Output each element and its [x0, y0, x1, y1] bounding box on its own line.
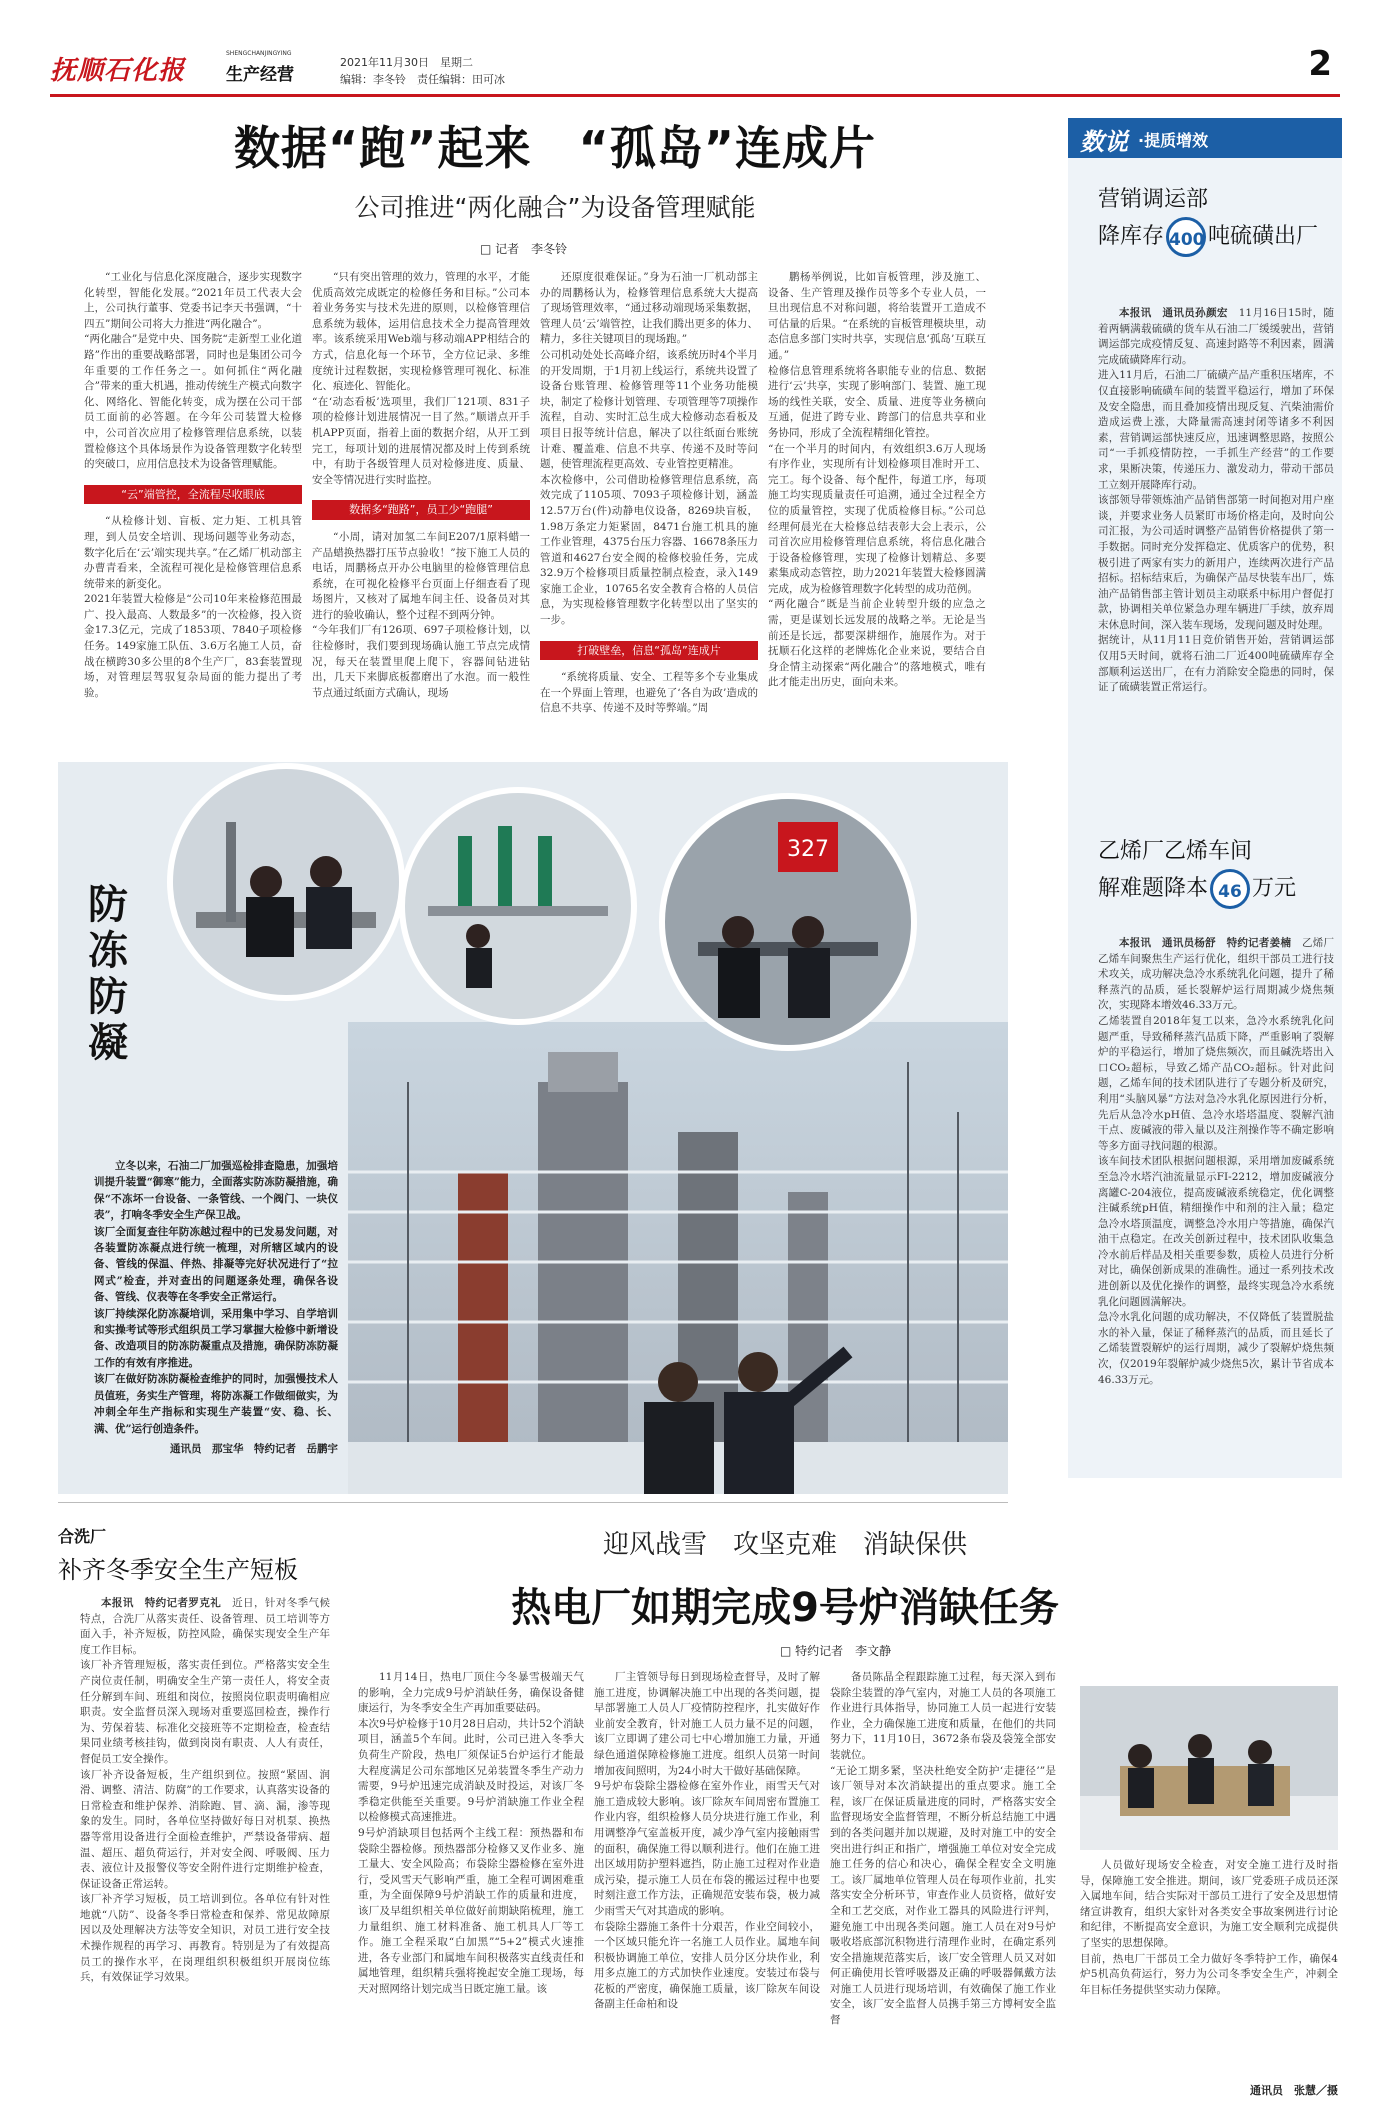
boiler-title: 热电厂如期完成9号炉消缺任务: [511, 1585, 1059, 1631]
bottom-rule: [58, 1502, 1008, 1503]
feature-vertical-title: [78, 882, 138, 1066]
hechang-kicker: 合洗厂: [58, 1527, 107, 1546]
lead-col3b-text: “系统将质量、安全、工程等多个专业集成在一个界面上管理，也避免了‘各自为政’造成的信息不共享、传递不及时等弊端。”周: [540, 671, 758, 715]
circle-photo-3: [658, 792, 918, 1052]
lead-subhead-2: 数据多“跑路”，员工少“跑腿”: [312, 500, 530, 520]
shuoshuo-tag: ·提质增效: [1138, 131, 1209, 150]
issue-editors: 编辑：李冬铃 责任编辑：田可冰: [340, 73, 505, 86]
story2-headline: [1098, 834, 1338, 909]
boiler-credit: 通讯员 张慧／摄: [1250, 2084, 1338, 2097]
lead-column-3: [540, 270, 758, 717]
boiler-col2-text: 厂主管领导每日到现场检查督导，及时了解施工进度，协调解决施工中出现的各类问题，提早部署施工人员人厂疫情防控程序，扎实做好作业前安全教育，针对施工人员力量不足的问题，该厂立即调了建公司七中心增加施工力量，开通绿色通道保障检修施工进度。组织人员第一时间增加夜间照明，为24小时大干做好基础保障。 9号炉布袋除尘器检修在室外作业，雨雪天气对施工造成较大影响。该厂除灰车间周密布置施工作业内容，组织检修人员分块进行施工作业，利用调整净气室盖板开度，减少净气室内接触雨雪的面积，确保施工得以顺利进行。他们在施工进出区域用防护塑料遮挡，防止施工过程对作业造成污染，提示施工人员在布袋的搬运过程中也要时刻注意工作方法，正确规范安装布袋，极力减少雨雪天气对其造成的影响。 布袋除尘器施工条件十分艰苦，作业空间较小，一个区域只能允许一名施工人员作业。属地车间积极协调施工单位，安排人员分区分块作业，利用多点施工的方式加快作业速度。安装过布袋与花板的严密度，确保施工质量，该厂除灰车间设备副主任命柏和设: [594, 1671, 820, 2011]
masthead: [50, 44, 1346, 94]
lead-subtitle: 公司推进“两化融合”为设备管理赋能: [354, 193, 756, 222]
story1-text: 11月16日15时，随着两辆满载硫磺的货车从石油二厂缓缓驶出，营销调运部完成疫情反复、高速封路等不利因素，圆满完成硫磺降库行动。 进入11月后，石油二厂硫磺产品产重积压堵库，不仅直接影响硫磺车间的装置平稳运行，增加了环保及安全隐患，而且叠加疫情出现反复、汽柴油需价造成运费上涨，大降量需高速封闭等诸多不利因素，营销调运部快速反应，迅速调整思路，按照公司“一手抓疫情防控，一手抓生产经营”的工作要求，果断决策，传递压力、激发动力，带动干部员工立刻开展降库行动。 该部领导带领炼油产品销售部第一时间抱对用户座谈，并要求业务人员紧盯市场价格走向，及时向公司汇报，为公司适时调整产品销售价格提供了第一手数据。同时充分发挥稳定、优质客户的优势，积极引进了两家有实力的新用户，连续两次进行产品招标。招标结束后，为确保产品尽快装车出厂，炼油产品销售部主管计划员主动联系中标用户督促打款，协调相关单位紧急办理车辆进厂手续，放弃周末休息时间，深入装车现场，发现问题及时处理。 据统计，从11月11日竞价销售开始，营销调运部仅用5天时间，就将石油二厂近400吨硫磺库存全部顺利运送出厂，在有力消除安全隐患的同时，保证了硫磺装置正常运行。: [1098, 307, 1335, 694]
story1-headline: [1098, 182, 1338, 257]
hechang-body: [80, 1596, 330, 1986]
boiler-photo: [1080, 1686, 1338, 1850]
story2-text: 乙烯厂乙烯车间聚焦生产运行优化，组织干部员工进行技术攻关，成功解决急冷水系统乳化问题，提升了稀释蒸汽的品质，延长裂解炉运行周期减少烧焦频次，实现降本增效46.33万元。 乙烯装置自2018年复工以来，急冷水系统乳化问题严重，导致稀释蒸汽品质下降，严重影响了裂解炉的平稳运行，增加了烧焦频次，而且碱洗塔出入口CO₂超标，导致乙烯产品CO₂超标。针对此问题，乙烯车间的技术团队进行了专题分析及研究，利用“头脑风暴”方法对急冷水乳化原因进行分析，先后从急冷水pH值、急冷水塔塔温度、裂解汽油干点、废碱液的带入量以及注剂操作等不确定影响等多方面寻找问题的根源。 该车间技术团队根据问题根源，采用增加废碱系统至急冷水塔汽油流量显示FI-2212，增加废碱液分离罐C-204液位，提高废碱液系统稳定，优化调整注碱系统pH值，精细操作中和剂的注入量；稳定急冷水塔顶温度，调整急冷水用户等措施，确保汽油干点稳定。在改关创新过程中，技术团队收集急冷水前后样品及相关重要参数，质检人员进行分析对比，确保创新成果的准确性。通过一系列技术改进创新以及优化操作的调整，最终实现急冷水系统乳化问题圆满解决。 急冷水乳化问题的成功解决，不仅降低了装置脱盐水的补入量，保证了稀释蒸汽的品质，而且延长了乙烯装置裂解炉的运行周期，减少了裂解炉烧焦频次，仅2019年裂解炉减少烧焦5次，累计节省成本46.33万元。: [1098, 937, 1335, 1386]
lead-col1b-text: “从检修计划、盲板、定力矩、工机具管理，到人员安全培训、现场问题等业务动态，数字化后在‘云’端实现共享。”在乙烯厂机动部主办曹青看来，全流程可视化是检修管理信息系统带来的新变化。 2021年装置大检修是“公司10年来检修范围最广、投入最高、人数最多”的一次检修，投入资金17.3亿元，完成了1853项、7840子项检修任务。149家施工队伍、3.6万名施工人员，奋战在横跨30多公里的8个生产厂，83套装置现场，对管理层驾驭复杂局面的能力提出了考验。: [84, 515, 302, 699]
hechang-byline: 本报讯 特约记者罗克礼: [101, 1597, 222, 1609]
section-name: 生产经营: [226, 65, 294, 85]
story2-byline: 本报讯 通讯员杨舒 特约记者姜楠: [1119, 937, 1292, 949]
boiler-col1-text: 11月14日，热电厂顶住今冬暴雪极端天气的影响，全力完成9号炉消缺任务，确保设备健康运行，为冬季安全生产再加重要砝码。 本次9号炉检修于10月28日启动，共计52个消缺项目，涵盖5个车间。此时，公司已进入冬季大负荷生产阶段，热电厂须保证5台炉运行才能最大程度满足公司东部地区兄弟装置冬季生产动力需要，9号炉迅速完成消缺及时投运，对该厂冬季稳定供能至关重要。9号炉消缺施工作业全程以检修模式高速推进。 9号炉消缺项目包括两个主线工程：预热器和布袋除尘器检修。预热器部分检修又叉作业多、施工量大、安全风险高；布袋除尘器检修在室外进行，受风雪天气影响严重，施工全程可调困难重重，为全面保障9号炉消缺工作的质量和进度，该厂及早组织相关单位做好前期缺陷梳理，施工力量组织、施工材料准备、施工机具人厂等工作。施工全程采取“白加黑”“5+2”模式火速推进，各专业部门和属地车间积极落实直线责任和属地管理，组织精兵强将挽起安全施工现场，每天对照网络计划完成当日既定施工量。该: [358, 1671, 584, 1995]
boiler-col4-text: 人员做好现场安全检查，对安全施工进行及时指导，保障施工安全推进。期间，该厂党委班子成员还深入属地车间，结合实际对干部员工进行了安全及思想情绪宣讲教育，组织大家针对各类安全事故案例进行讨论和纪律，不断提高安全意识，为施工安全顺利完成提供了坚实的思想保障。 目前，热电厂干部员工全力做好冬季特护工作，确保4炉5机高负荷运行，努力为公司冬季安全生产，冲刺全年目标任务提供坚实动力保障。: [1080, 1859, 1338, 1996]
main-photo: [348, 1022, 1008, 1494]
lead-column-2: [312, 270, 530, 701]
vertical-char-3: 防: [88, 973, 128, 1020]
circle-photo-1: [166, 762, 406, 1002]
lead-subhead-1: “云”端管控，全流程尽收眼底: [84, 485, 302, 505]
lead-col2b-text: “小周，请对加氢二车间E207/1原料蜡一产品蜡换热器打压节点验收！”按下施工人员的电话，周鹏杨点开办公电脑里的检修管理信息系统，在可视化检修平台页面上仔细查看了现场图片，又核对了属地车间主任、设备员对其进行的验收确认，整个过程不到两分钟。 “今年我们厂有126项、697子项检修计划，以往检修时，我们要到现场确认施工节点完成情况，每天在装置里爬上爬下，容器间钻进钻出，几天下来脚底板都磨出了水泡。而一般性节点通过纸面方式确认，现场: [312, 530, 530, 699]
story1-title-a: 营销调运部: [1098, 187, 1209, 212]
lead-col2-text: “只有突出管理的效力，管理的水平，才能优质高效完成既定的检修任务和目标。”公司本着业务务实与技术先进的原则，以检修管理信息系统为载体，运用信息技术全力提高管理效率。该系统采用Web端与移动端APP相结合的方式，信息化每一个环节，全方位记录、多维度统计过程数据，实现检修管理可视化、标准化、痕迹化、智能化。 “在‘动态看板’选项里，我们厂121项、831子项的检修计划进展情况一目了然。”顺谱点开手机APP页面，指着上面的数据介绍，从开工到完工，每项计划的进展情况都及时上传到系统中，有助于各级管理人员对检修进度、质量、安全等情况进行实时监控。: [312, 271, 530, 486]
feature-caption-text: 立冬以来，石油二厂加强巡检排查隐患，加强培训提升装置“御寒”能力，全面落实防冻防凝措施，确保“不冻坏一台设备、一条管线、一个阀门、一块仪表”，打响冬季安全生产保卫战。 该厂全面复查往年防冻越过程中的已发易发问题，对各装置防冻凝点进行统一梳理，对所辖区域内的设备、管线的保温、伴热、排凝等完好状况进行了“拉网式”检查，并对查出的问题逐条处理，确保各设备、管线、仪表等在冬季安全正常运行。 该厂持续深化防冻凝培训，采用集中学习、自学培训和实操考试等形式组织员工学习掌握大检修中新增设备、改造项目的防冻防凝重点及措施，确保防冻防凝工作的有效有序推进。 该厂在做好防冻防凝检查维护的同时，加强慢技术人员值班，务实生产管理，将防冻凝工作做细做实，为冲刺全年生产指标和实现生产装置“安、稳、长、满、优”运行创造条件。: [94, 1160, 338, 1435]
feature-caption: [94, 1158, 338, 1457]
boiler-byline: □ 特约记者 李文静: [780, 1644, 892, 1658]
story2-body: [1098, 936, 1334, 1388]
circle-photo-2: [398, 786, 638, 1026]
masthead-rule: [50, 94, 1340, 97]
boiler-column-2: [594, 1670, 820, 2013]
story1-title-b: 降库存: [1098, 224, 1165, 249]
vertical-char-1: 防: [88, 881, 128, 928]
vertical-char-2: 冻: [88, 927, 128, 974]
boiler-column-3: [830, 1670, 1056, 2029]
lead-byline: □ 记者 李冬铃: [480, 242, 568, 256]
lead-col1-text: “工业化与信息化深度融合，逐步实现数字化转型，智能化发展。”2021年员工代表大会上，公司执行董事、党委书记李天书强调，“十四五”期间公司将大力推进“两化融合”。 “两化融合”是党中央、国务院“走新型工业化道路”作出的重要战略部署，同时也是集团公司今年重要的工作任务之一。如何抓住“两化融合”带来的重大机遇，推动传统生产模式向数字化、网络化、智能化转变，成为摆在公司干部员工面前的必答题。在今年公司装置大检修中，公司首次应用了检修管理信息系统，以装置检修这个具体场景作为设备管理数字化转型的突破口，应用信息技术为设备管理赋能。: [84, 271, 302, 471]
lead-col4-text: 鹏杨举例说，比如盲板管理，涉及施工、设备、生产管理及操作员等多个专业人员，一旦出现信息不对称问题，将给装置开工造成不可估量的后果。“在系统的盲板管理模块里，动态信息多部门实时共享，实现信息‘孤岛’互联互通。” 检修信息管理系统将各职能专业的信息、数据进行‘云’共享，实现了影响部门、装置、施工现场的线性关联，安全、质量、进度等业务横向互通，促进了跨专业、跨部门的信息共享和业务协同，形成了全流程精细化管控。 “在一个半月的时间内，有效组织3.6万人现场有序作业，实现所有计划检修项目准时开工、完工。每个设备、每个配件，每道工序，每项施工均实现质量责任可追溯，通过全过程全方位的质量管控，实现了优质检修目标。”公司总经理何晨光在大检修总结表彰大会上表示，公司首次应用检修管理信息系统，将信息化融合于设备检修管理，实现了检修计划精总、多要素集成动态管控，助力2021年装置大检修圆满完成，成为检修管理数字化转型的成功范例。 “两化融合”既是当前企业转型升级的应急之需，更是谋划长远发展的战略之举。无论是当前还是长远，都要深耕细作，施展作为。对于抚顺石化这样的老牌炼化企业来说，要结合自身企情主动探索“两化融合”的落地模式，唯有此才能走出历史，面向未来。: [768, 271, 986, 689]
plate-number: 327: [787, 837, 829, 862]
newspaper-logo: 抚顺石化报: [50, 56, 186, 86]
story2-title-a: 乙烯厂乙烯车间: [1098, 839, 1253, 864]
story1-byline: 本报讯 通讯员孙颜宏: [1119, 307, 1228, 319]
story1-number-badge: 400: [1166, 217, 1206, 257]
story2-title-c: 万元: [1252, 876, 1297, 901]
feature-credit: 通讯员 那宝华 特约记者 岳鹏宇: [170, 1442, 338, 1455]
page-number: 2: [1308, 44, 1332, 84]
boiler-column-1: [358, 1670, 584, 1997]
boiler-column-4: [1080, 1858, 1338, 1998]
story1-body: [1098, 306, 1334, 696]
lead-col3-text: 还原度很难保证。”身为石油一厂机动部主办的周鹏杨认为，检修管理信息系统大大提高了现场管理效率，“通过移动端现场采集数据，管理人员‘云’端管控，让我们腾出更多的体力、精力，多往关键项目的现场跑。” 公司机动处处长高峰介绍，该系统历时4个半月的开发周期，于1月初上线运行，系统共设置了设备台账管理、检修管理等11个业务功能模块，制定了检修计划管理、专项管理等7项操作流程，自动、实时汇总生成大检修动态看板及项目日报等统计信息，解决了以往纸面台账统计难、覆盖难、信息不共享、传递不及时等问题，使管理流程更高效、专业管控更精准。 本次检修中，公司借助检修管理信息系统，高效完成了1105项、7093子项检修计划，涵盖12.57万台(件)动静电仪设备，8269块盲板，1.98万条定力矩紧固，8471台施工机具的施工作业管理，4375台压力容器、16678条压力管道和4627台安全阀的检修校验任务，完成32.9万个检修项目质量控制点检查，录入149家施工企业，10765名安全教育合格的人员信息，为实现检修管理数字化转型以出了坚实的一步。: [540, 271, 758, 627]
story2-number-badge: 46: [1210, 869, 1250, 909]
hechang-text: 近日，针对冬季气候特点，合洗厂从落实责任、设备管理、员工培训等方面入手，补齐短板，防控风险，确保实现安全生产年度工作目标。 该厂补齐管理短板，落实责任到位。严格落实安全生产岗位责任制，明确安全生产第一责任人，将安全责任分解到车间、班组和岗位，按照岗位职责明确相应职责。安全监督员深入现场对重要巡回检查，操作行为、劳保着装、标准化交接班等不定期检查，检查结果同业绩考核挂钩，做到岗岗有职责、人人有责任，督促员工安全操作。 该厂补齐设备短板，生产组织到位。按照“紧固、润滑、调整、清洁、防腐”的工作要求，认真落实设备的日常检查和维护保养、消除跑、冒、滴、漏，渗等现象的发生。同时，各单位坚持做好每日对机泵、换热器等常用设备进行全面检查维护，严禁设备带病、超温、超压、超负荷运行，并对安全阀、呼吸阀、压力表、液位计及报警仪等安全附件进行定期维护检查，保证设备正常运转。 该厂补齐学习短板，员工培训到位。各单位有针对性地就“八防”、设备冬季日常检查和保养、常见故障原因以及处理解决方法等安全知识，对员工进行安全技术操作规程的再学习、再教育。特别是为了有效提高员工的操作水平，在岗理组织积极组织开展岗位练兵，有效保证学习效果。: [80, 1597, 331, 1984]
shuoshuo-banner: [1068, 118, 1342, 158]
story2-title-b: 解难题降本: [1098, 876, 1209, 901]
story1-title-c: 吨硫磺出厂: [1208, 224, 1319, 249]
lead-column-4: [768, 270, 986, 691]
photo-feature: [58, 762, 1008, 1494]
boiler-col3-text: 备员陈晶全程跟踪施工过程，每天深入到布袋除尘装置的净气室内，对施工人员的各项施工作业进行具体指导，协同施工人员一起进行安装作业，全力确保施工进度和质量，在他们的共同努力下，11月10日，3672条布袋及袋笼全部安装就位。 “无论工期多紧，坚决杜绝安全防护‘走捷径’”是该厂领导对本次消缺提出的重点要求。施工全程，该厂在保证质量进度的同时，严格落实安全监督现场安全监督管理，不断分析总结施工中遇到的各类问题并加以规避，及时对施工中的安全突出进行纠正和指广，增强施工单位对安全完成施工任务的信心和决心，确保全程安全文明施工。该厂属地单位管理人员在每项作业前，扎实落实安全分析环节，审查作业人员资格，做好安全和工艺交底，对作业工器具的风险进行评判，避免施工中出现各类问题。施工人员在对9号炉吸收塔底部沉积物进行清理作业时，在确定系列安全措施规范落实后，该厂安全管理人员又对如何正确使用长管呼吸器及正确的呼吸器佩戴方法对施工人员进行现场培训，有效确保了施工作业安全，该厂安全监督人员携手第三方博柯安全监督: [830, 1671, 1056, 2027]
issue-date: 2021年11月30日 星期二: [340, 56, 473, 69]
lead-column-1: [84, 270, 302, 701]
hechang-title: 补齐冬季安全生产短板: [58, 1556, 298, 1584]
lead-subhead-3: 打破壁垒，信息“孤岛”连成片: [540, 641, 758, 661]
boiler-kicker: 迎风战雪 攻坚克难 消缺保供: [602, 1530, 967, 1560]
vertical-char-4: 凝: [88, 1019, 128, 1066]
lead-title: 数据“跑”起来 “孤岛”连成片: [234, 121, 876, 175]
section-pinyin: SHENGCHANJINGYING: [226, 50, 292, 57]
shuoshuo-tag-script: 数说: [1080, 127, 1128, 156]
